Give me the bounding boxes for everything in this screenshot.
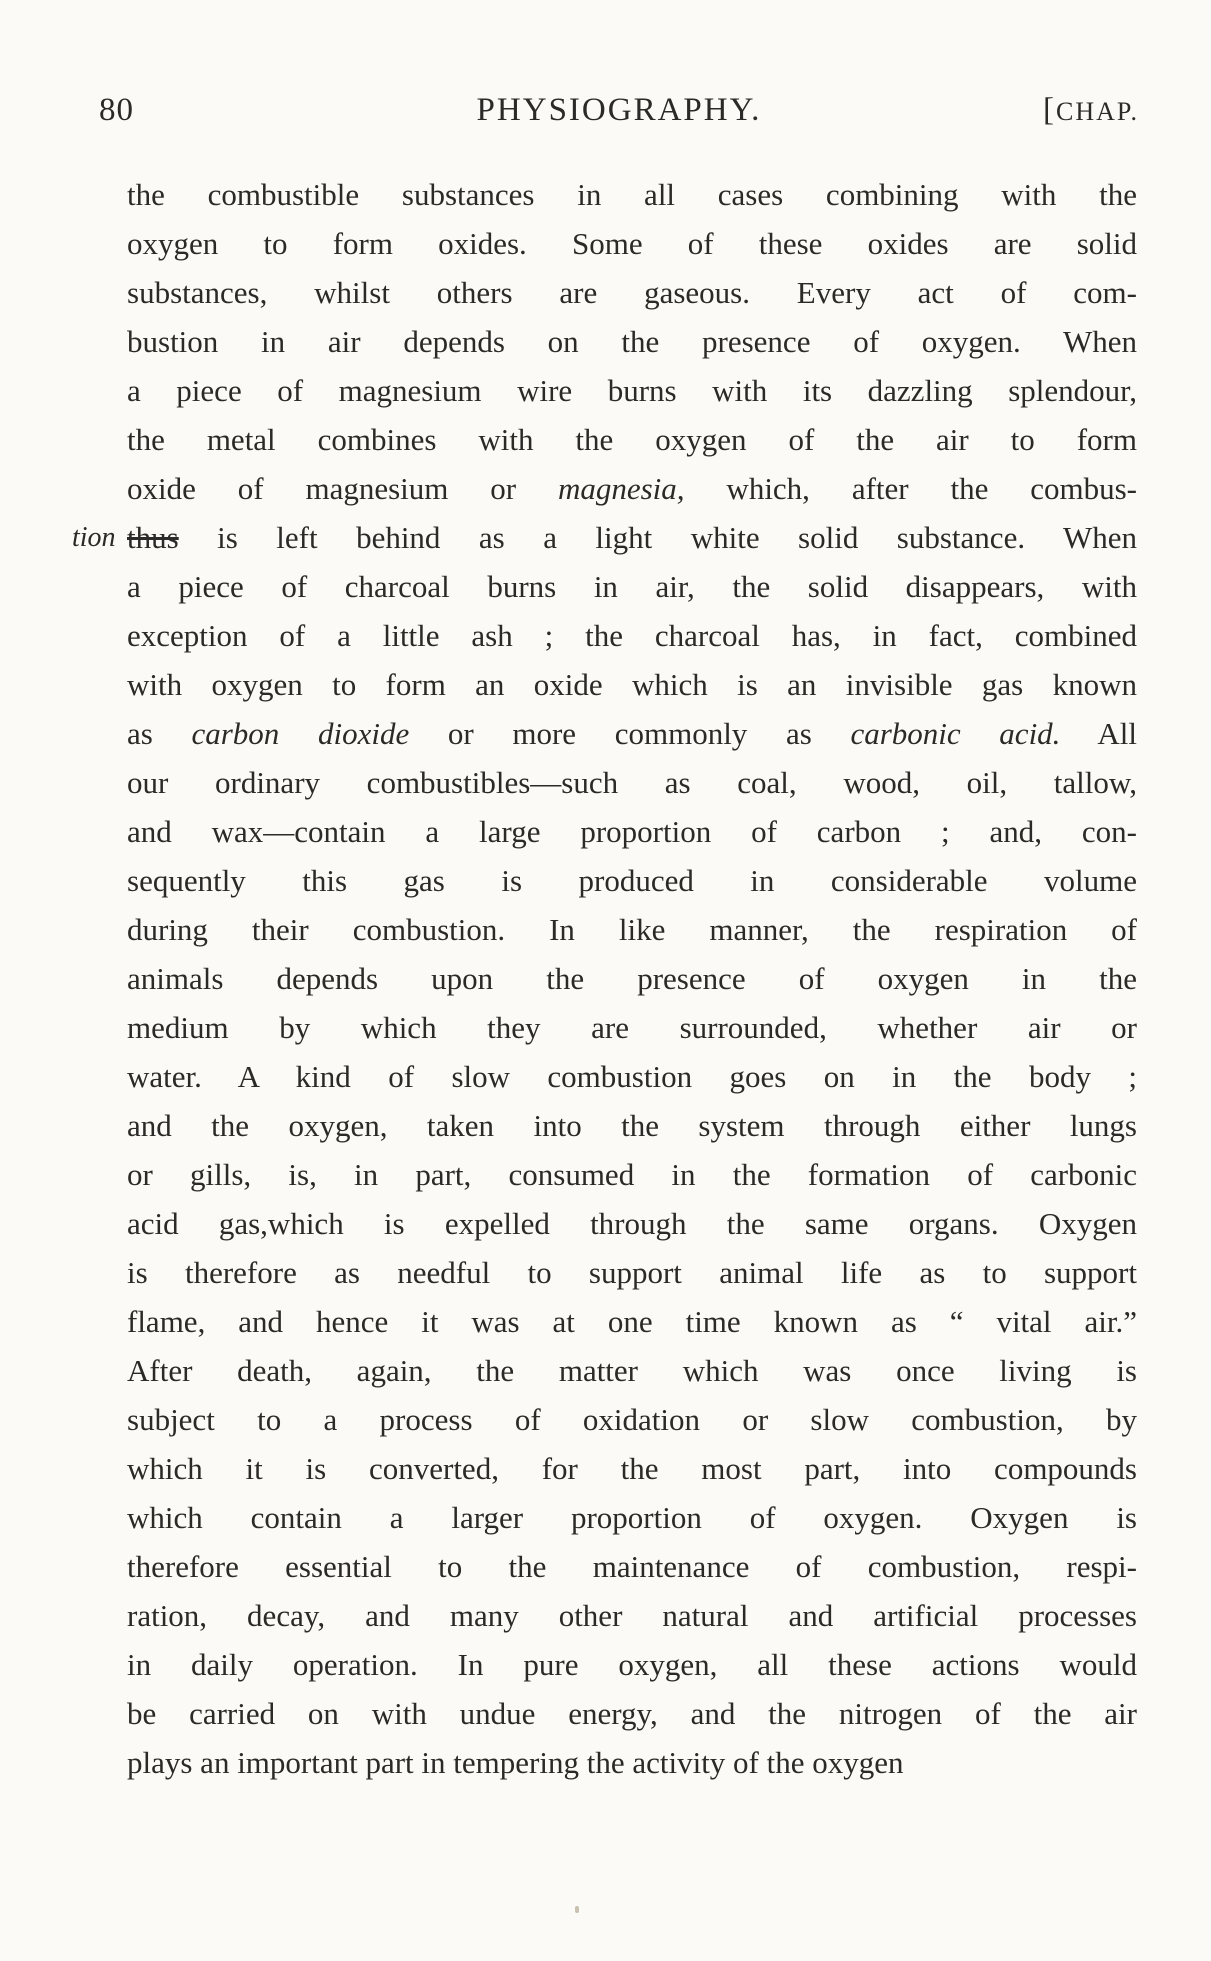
struck-word: thus <box>127 520 179 555</box>
text-line: with oxygen to form an oxide which is an invisible gas known <box>127 667 1137 702</box>
text-line: our ordinary combustibles—such as coal, wood, oil, tallow, <box>127 765 1137 800</box>
text-line: oxygen to form oxides. Some of these oxides are solid <box>127 226 1137 261</box>
text-line: After death, again, the matter which was once living is <box>127 1353 1137 1388</box>
text-fragment: as <box>127 716 192 751</box>
chapter-mark <box>1043 92 1139 129</box>
page-header <box>99 92 1139 142</box>
text-line: a piece of magnesium wire burns with its dazzling splendour, <box>127 373 1137 408</box>
text-line: the combustible substances in all cases combining with the <box>127 177 1137 212</box>
italic-term-carbon-dioxide: carbon dioxide <box>191 716 410 751</box>
text-line: ration, decay, and many other natural and artificial processes <box>127 1598 1137 1633</box>
running-title: PHYSIOGRAPHY. <box>476 92 762 128</box>
body-text <box>72 170 1137 1787</box>
text-line: bustion in air depends on the presence of oxygen. When <box>127 324 1137 359</box>
text-line: during their combustion. In like manner, the respiration of <box>127 912 1137 947</box>
text-line: and wax—contain a large proportion of carbon ; and, con- <box>127 814 1137 849</box>
text-line: therefore essential to the maintenance of combustion, respi- <box>127 1549 1137 1584</box>
text-line: which it is converted, for the most part, into compounds <box>127 1451 1137 1486</box>
italic-term-carbonic-acid: carbonic acid. <box>850 716 1061 751</box>
text-line: which contain a larger proportion of oxygen. Oxygen is <box>127 1500 1137 1535</box>
text-line: exception of a little ash ; the charcoal has, in fact, combined <box>127 618 1137 653</box>
text-line: the metal combines with the oxygen of the air to form <box>127 422 1137 457</box>
chapter-label: CHAP. <box>1056 97 1139 126</box>
text-line: medium by which they are surrounded, whether air or <box>127 1010 1137 1045</box>
text-line: is therefore as needful to support animal life as to support <box>127 1255 1137 1290</box>
text-line: flame, and hence it was at one time known as “ vital air.” <box>127 1304 1137 1339</box>
text-line: a piece of charcoal burns in air, the solid disappears, with <box>127 569 1137 604</box>
text-line: substances, whilst others are gaseous. Every act of com- <box>127 275 1137 310</box>
text-fragment: or more commonly as <box>409 716 851 751</box>
text-line: be carried on with undue energy, and the nitrogen of the air <box>127 1696 1137 1731</box>
text-fragment: All <box>1060 716 1137 751</box>
page-number: 80 <box>99 92 134 128</box>
text-fragment: oxide of magnesium or <box>127 471 558 506</box>
text-line <box>127 464 1137 513</box>
text-line <box>72 513 1137 562</box>
text-fragment: which, after the combus- <box>684 471 1137 506</box>
chapter-bracket: [ <box>1043 92 1057 128</box>
text-line <box>127 709 1137 758</box>
text-line: animals depends upon the presence of oxygen in the <box>127 961 1137 996</box>
text-line: and the oxygen, taken into the system through either lungs <box>127 1108 1137 1143</box>
paper-speck <box>575 1906 579 1913</box>
italic-term-magnesia: magnesia, <box>557 471 685 506</box>
text-line: or gills, is, in part, consumed in the formation of carbonic <box>127 1157 1137 1192</box>
text-line: plays an important part in tempering the activity of the oxygen <box>127 1745 904 1780</box>
text-line: water. A kind of slow combustion goes on in the body ; <box>127 1059 1137 1094</box>
text-line: acid gas,which is expelled through the same organs. Oxygen <box>127 1206 1137 1241</box>
text-fragment: is left behind as a light white solid substance. When <box>178 520 1137 555</box>
text-line: sequently this gas is produced in considerable volume <box>127 863 1137 898</box>
handwritten-margin-note: tion <box>72 522 116 553</box>
text-line: subject to a process of oxidation or slow combustion, by <box>127 1402 1137 1437</box>
text-line: in daily operation. In pure oxygen, all these actions would <box>127 1647 1137 1682</box>
